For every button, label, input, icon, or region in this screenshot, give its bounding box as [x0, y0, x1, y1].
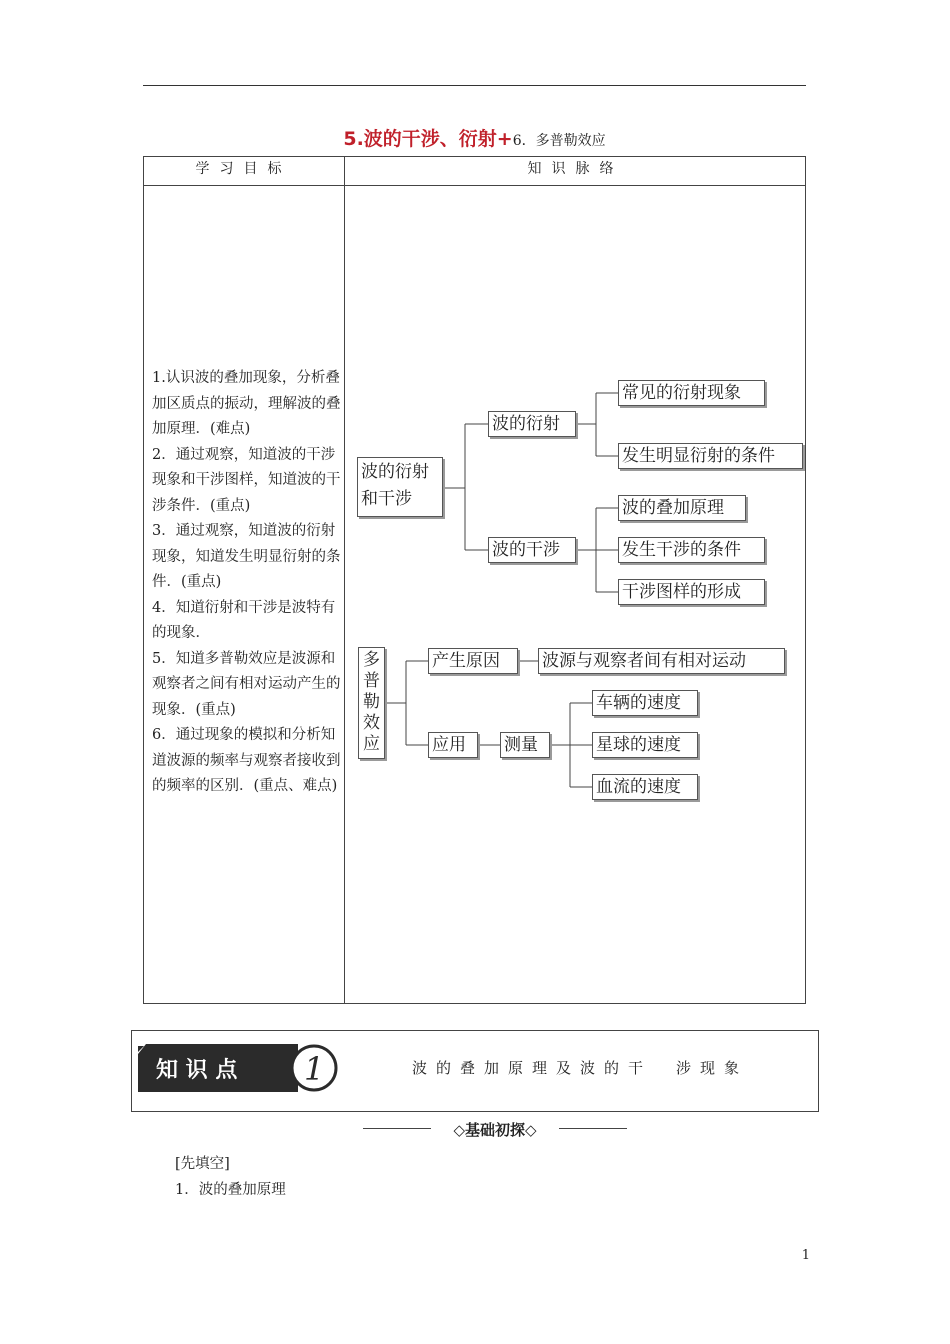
col2-header: 知识脉络 — [527, 161, 624, 177]
section-rule-right — [559, 1128, 627, 1129]
section-rule-left — [363, 1128, 431, 1129]
badge-number: 1 — [304, 1050, 325, 1088]
doppler-char: 普 — [363, 671, 380, 691]
mindmap-leaf: 常见的衍射现象 — [618, 380, 765, 406]
mindmap-node-application: 应用 — [428, 732, 478, 758]
objective-item: 1.认识波的叠加现象，分析叠加区质点的振动，理解波的叠加原理．(难点) — [152, 370, 341, 437]
col1-header: 学习目标 — [195, 161, 292, 177]
objective-item: 6．通过现象的模拟和分析知道波源的频率与观察者接收到的频率的区别．(重点、难点) — [152, 727, 341, 794]
mindmap-leaf-cause-detail: 波源与观察者间有相对运动 — [538, 648, 785, 674]
mindmap-node-cause: 产生原因 — [428, 648, 518, 674]
mindmap-leaf: 发生明显衍射的条件 — [618, 443, 803, 469]
mindmap-root-diffraction-interference — [357, 457, 443, 517]
objective-item: 4．知道衍射和干涉是波特有的现象． — [152, 599, 336, 641]
mindmap-node-interference: 波的干涉 — [488, 537, 576, 563]
mindmap-node-measure: 测量 — [500, 732, 550, 758]
mindmap-leaf: 车辆的速度 — [592, 690, 698, 716]
page-number: 1 — [801, 1248, 810, 1263]
mindmap-leaf: 星球的速度 — [592, 732, 698, 758]
knowledge-point-badge — [138, 1044, 343, 1092]
doppler-char: 效 — [363, 713, 380, 733]
section-label: ◇基础初探◇ — [453, 1121, 537, 1139]
objective-item: 3．通过观察，知道波的衍射现象，知道发生明显衍射的条件．(重点) — [152, 523, 341, 590]
root1-line1: 波的衍射 — [361, 462, 429, 482]
objective-item: 5．知道多普勒效应是波源和观察者之间有相对运动产生的现象．(重点) — [152, 650, 341, 718]
doppler-char: 应 — [363, 734, 380, 754]
badge-label: 知 识 点 — [156, 1058, 238, 1083]
objective-item: 2．通过观察，知道波的干涉现象和干涉图样，知道波的干涉条件．(重点) — [152, 446, 341, 514]
mindmap-leaf: 波的叠加原理 — [618, 495, 746, 521]
knowledge-point-title: 波的叠加原理及波的干 涉现象 — [411, 1059, 748, 1077]
mindmap-leaf: 发生干涉的条件 — [618, 537, 765, 563]
mindmap-leaf: 干涉图样的形成 — [618, 579, 765, 605]
mindmap-leaf: 血流的速度 — [592, 774, 698, 800]
fill-blank-label: [先填空] — [175, 1156, 230, 1172]
mindmap-root-doppler — [358, 647, 385, 759]
doppler-char: 勒 — [363, 692, 380, 712]
mindmap-node-diffraction: 波的衍射 — [488, 411, 576, 437]
root1-line2: 和干涉 — [361, 489, 412, 509]
title-sub: 6．多普勒效应 — [512, 133, 606, 149]
doppler-char: 多 — [363, 650, 380, 670]
item-heading: 1．波的叠加原理 — [175, 1182, 286, 1198]
title-main: 5.波的干涉、衍射+ — [343, 128, 513, 150]
